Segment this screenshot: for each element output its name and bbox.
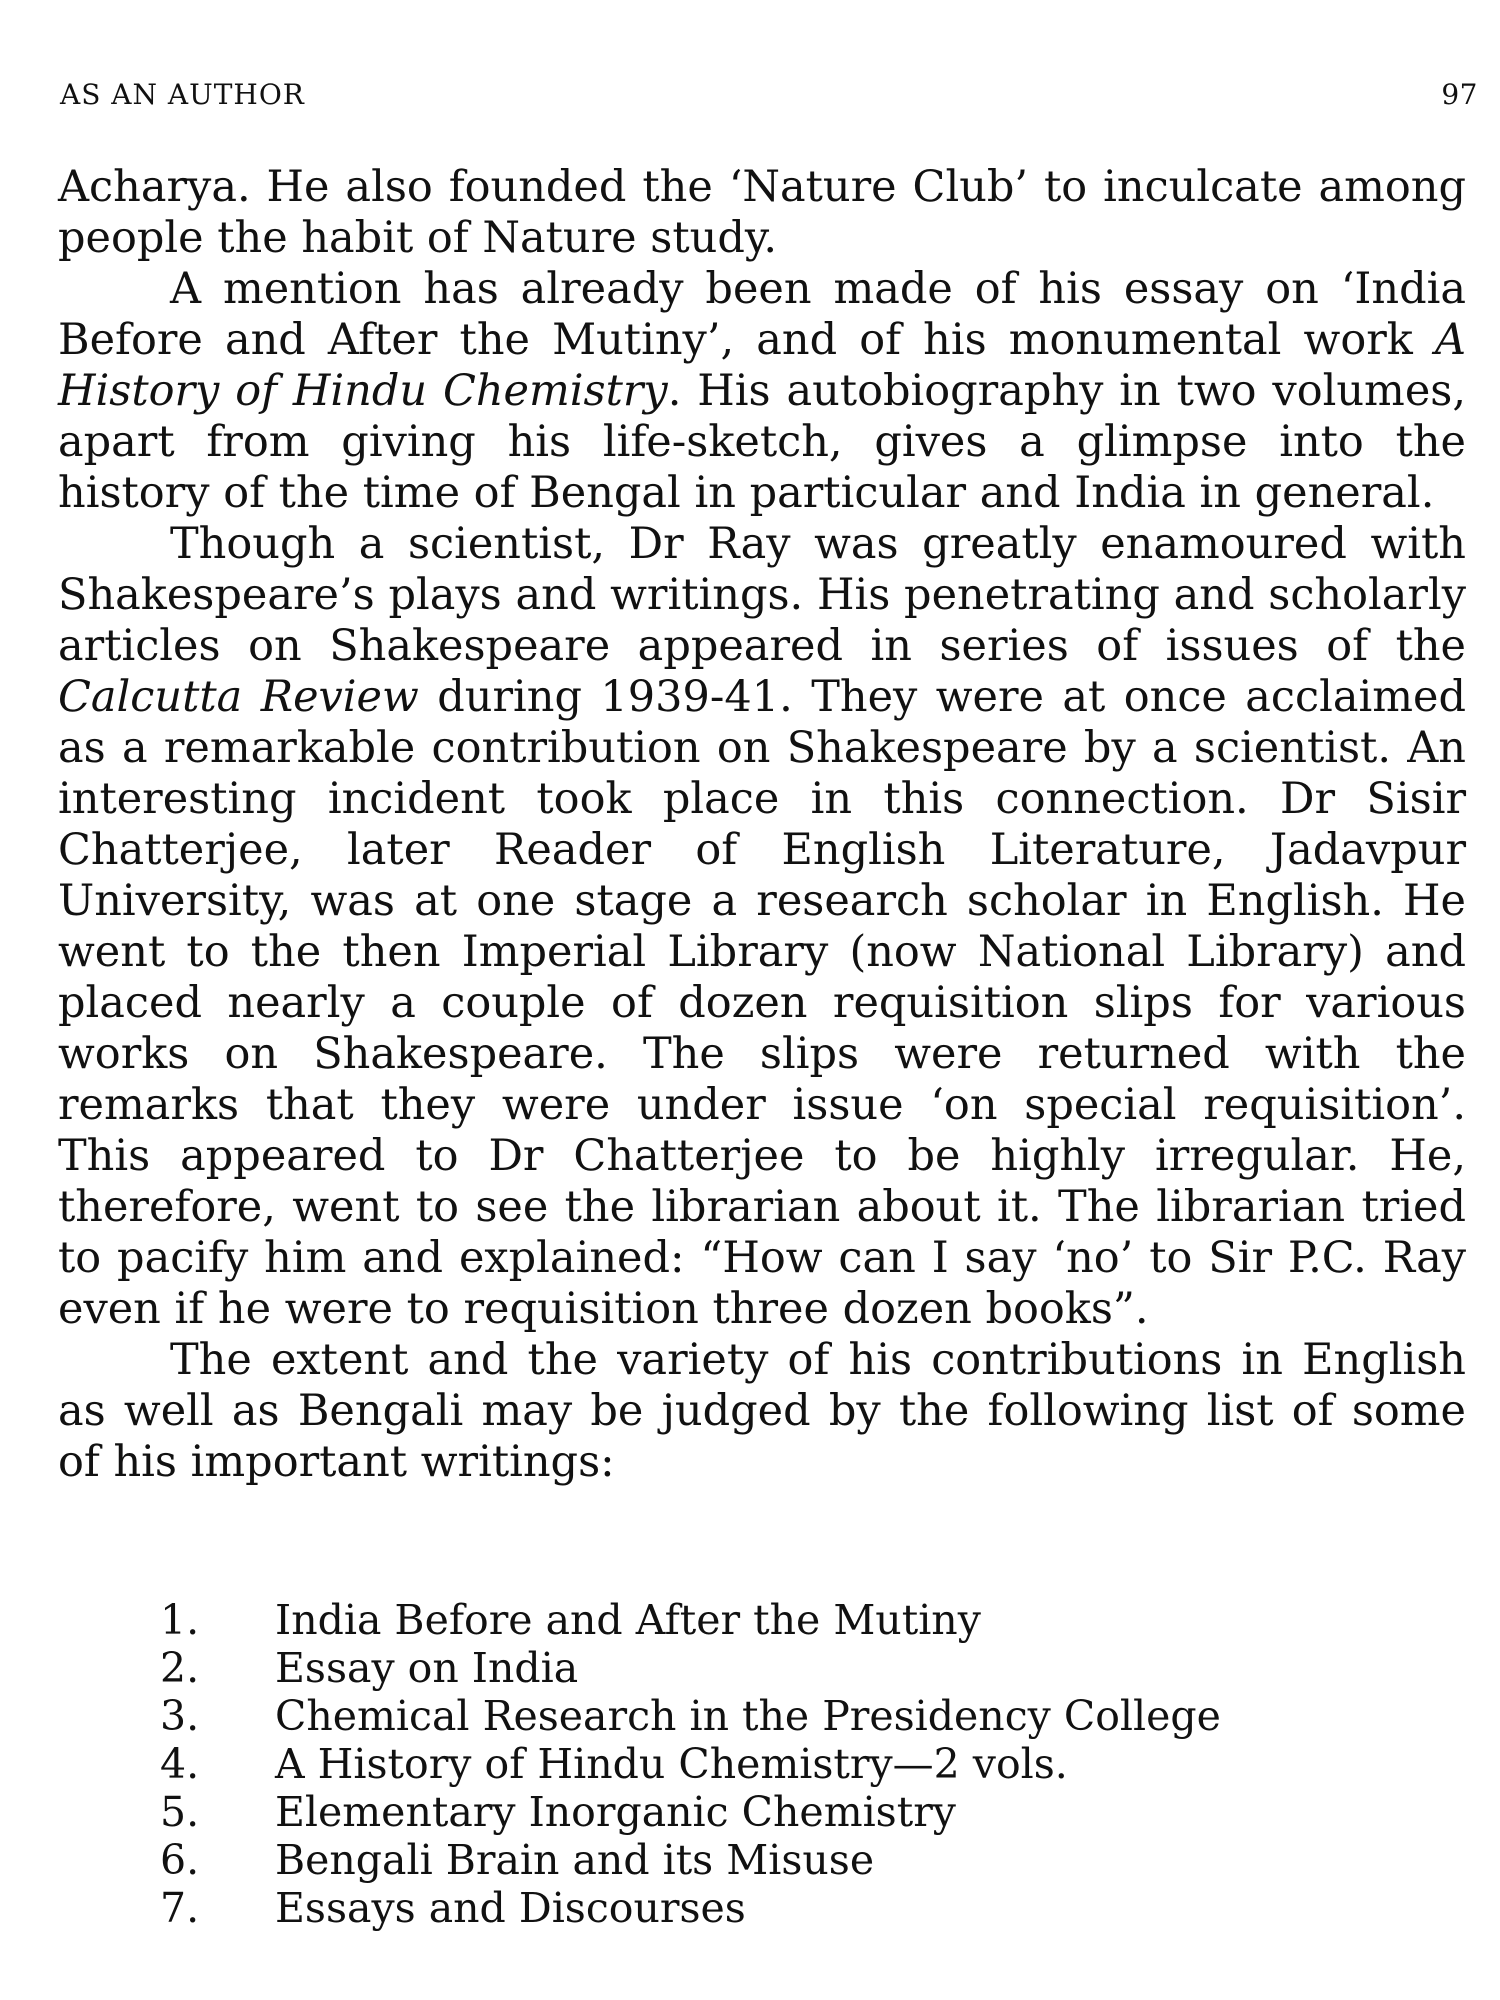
list-item-title: Essays and Discourses	[275, 1884, 746, 1932]
body-text	[58, 162, 1466, 1488]
book-title-italic: A History of Hindu Chemistry	[58, 315, 1466, 416]
list-item	[160, 1740, 1221, 1788]
list-number: 4.	[160, 1740, 200, 1788]
running-head	[60, 78, 1478, 118]
list-item	[160, 1788, 1221, 1836]
list-item-title: A History of Hindu Chemistry—2 vols.	[275, 1740, 1068, 1788]
list-item	[160, 1644, 1221, 1692]
list-number: 1.	[160, 1596, 200, 1644]
running-title: AS AN AUTHOR	[60, 78, 305, 111]
list-item-title: Elementary Inorganic Chemistry	[275, 1788, 956, 1836]
list-item-title: Bengali Brain and its Misuse	[275, 1836, 875, 1884]
page-number: 97	[1441, 78, 1478, 111]
list-item	[160, 1596, 1221, 1644]
paragraph-text: during 1939-41. They were at once acclaimed as a remarkable contribution on Shakespeare by a scientist. An interesting incident took place in this connection. Dr Sisir Chatterjee, later Reader of English Literature, Jadavpur University, was at one stage a research scholar in English. He went to the then Imperial Library (now National Library) and placed nearly a couple of dozen requisition slips for various works on Shakespeare. The slips were returned with the remarks that they were under issue ‘on special requisition’. This appeared to Dr Chatterjee to be highly irregular. He, therefore, went to see the librarian about it. The librarian tried to pacify him and explained: “How can I say ‘no’ to Sir P.C. Ray even if he were to requisition three dozen books”.	[58, 672, 1466, 1334]
list-number: 5.	[160, 1788, 200, 1836]
list-number: 7.	[160, 1884, 200, 1932]
list-item	[160, 1836, 1221, 1884]
list-number: 6.	[160, 1836, 200, 1884]
paragraph-shakespeare	[58, 519, 1466, 1335]
paragraph-text: The extent and the variety of his contributions in English as well as Bengali may be judged by the following list of some of his important writings:	[58, 1335, 1466, 1487]
list-item-title: Chemical Research in the Presidency College	[275, 1692, 1221, 1740]
list-item-title: Essay on India	[275, 1644, 579, 1692]
list-item	[160, 1692, 1221, 1740]
list-number: 3.	[160, 1692, 200, 1740]
list-number: 2.	[160, 1644, 200, 1692]
writings-list	[160, 1596, 1221, 1932]
paragraph-text: Acharya. He also founded the ‘Nature Club’ to inculcate among people the habit of Nature study.	[58, 162, 1466, 263]
paragraph-text: . His autobiography in two volumes, apart from giving his life-sketch, gives a glimpse into the history of the time of Bengal in particular and India in general.	[58, 366, 1467, 518]
list-item	[160, 1884, 1221, 1932]
journal-title-italic: Calcutta Review	[58, 672, 419, 722]
paragraph-continuation	[58, 162, 1466, 264]
paragraph-list-intro	[58, 1335, 1466, 1488]
paragraph-history-mention	[58, 264, 1466, 519]
paragraph-text: Though a scientist, Dr Ray was greatly enamoured with Shakespeare’s plays and writings. His penetrating and scholarly articles on Shakespeare appeared in series of issues of the	[58, 519, 1466, 671]
paragraph-text: A mention has already been made of his essay on ‘India Before and After the Mutiny’, and of his monumental work	[58, 264, 1466, 365]
list-item-title: India Before and After the Mutiny	[275, 1596, 981, 1644]
